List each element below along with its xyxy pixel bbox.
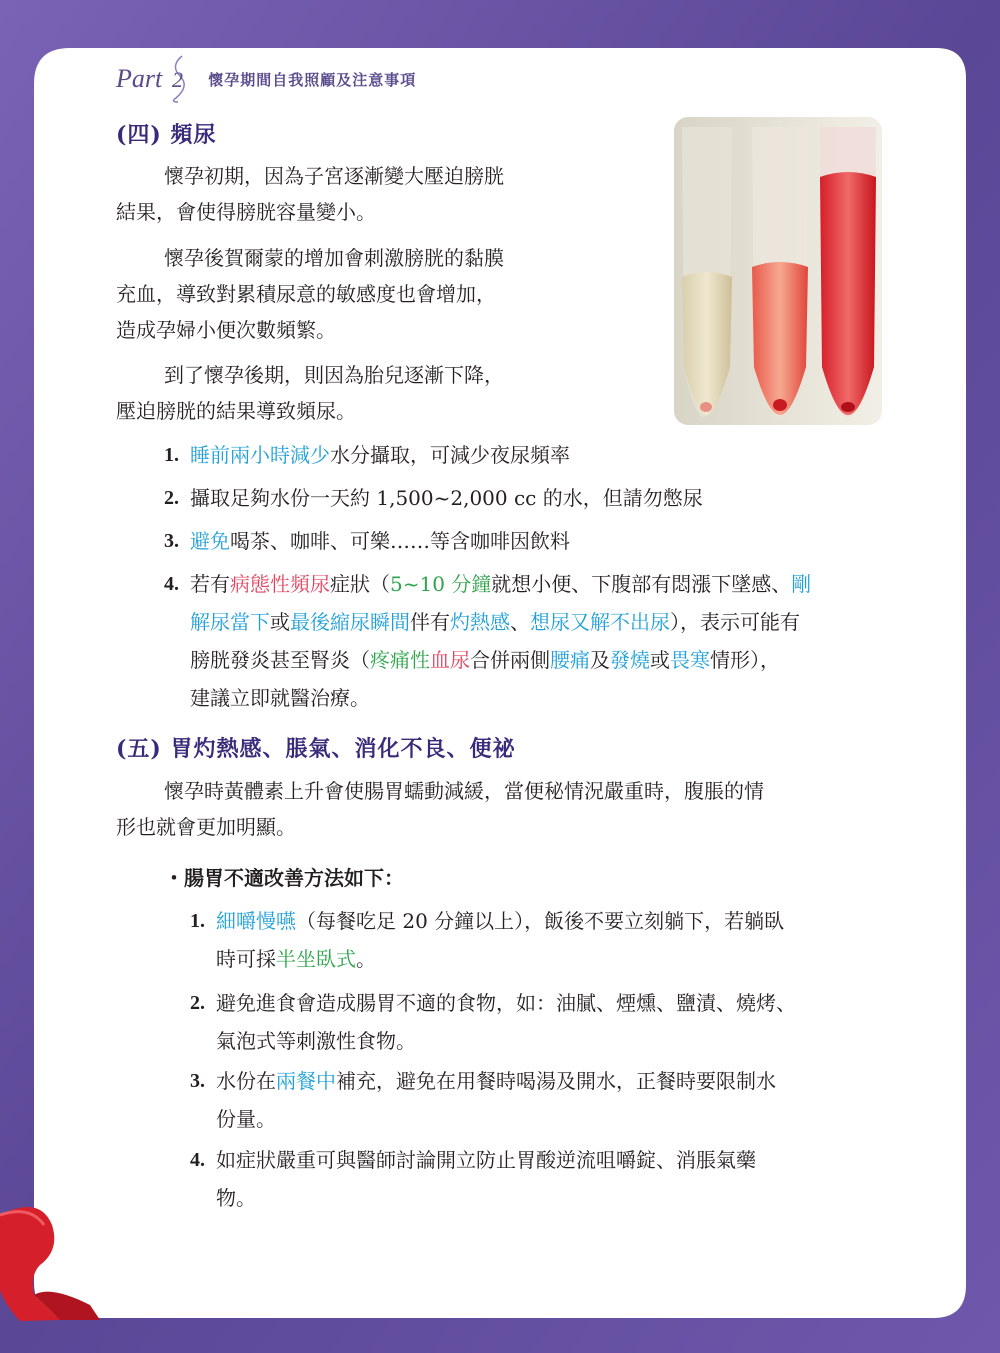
paragraph-line: 到了懷孕後期，則因為胎兒逐漸下降， xyxy=(164,363,504,387)
ribbon-decoration xyxy=(0,1195,130,1325)
list-item: 1. 細嚼慢嚥（每餐吃足 20 分鐘以上），飯後不要立刻躺下，若躺臥 時可採半坐臥式。 xyxy=(190,902,890,978)
running-header xyxy=(116,54,416,104)
list-item: 1. 睡前兩小時減少水分攝取，可減少夜尿頻率 xyxy=(164,436,570,474)
paragraph-line: 懷孕時黃體素上升會使腸胃蠕動減緩，當便秘情況嚴重時，腹脹的情 xyxy=(164,779,764,803)
part-label: Part xyxy=(116,64,163,93)
list-item: 2. 攝取足夠水份一天約 1,500~2,000 cc 的水，但請勿憋尿 xyxy=(164,479,703,517)
list-item: 2. 避免進食會造成腸胃不適的食物，如：油膩、煙燻、鹽漬、燒烤、 氣泡式等刺激性食物。 xyxy=(190,984,890,1060)
paragraph-line: 懷孕後賀爾蒙的增加會刺激膀胱的黏膜 xyxy=(164,246,504,270)
list-item: 3. 水份在兩餐中補充，避免在用餐時喝湯及開水，正餐時要限制水 份量。 xyxy=(190,1062,890,1138)
section-title-digestive: (五) 胃灼熱感、脹氣、消化不良、便祕 xyxy=(116,736,516,762)
list-item: 4. 若有病態性頻尿症狀（5~10 分鐘就想小便、下腹部有悶漲下墜感、剛 解尿當下或最後縮尿瞬間伴有灼熱感、想尿又解不出尿），表示可能有 膀胱發炎甚至腎炎（疼痛性血尿合併兩側腰痛及發燒或畏寒情形）， 建議立即就醫治療。 xyxy=(164,565,888,717)
paragraph-line: 造成孕婦小便次數頻繁。 xyxy=(116,318,336,342)
item-number: 1. xyxy=(164,444,179,466)
page-number: 66 xyxy=(42,1272,58,1289)
item-number: 3. xyxy=(190,1070,205,1092)
list-item: 3. 避免喝茶、咖啡、可樂……等含咖啡因飲料 xyxy=(164,522,570,560)
paragraph-line: 壓迫膀胱的結果導致頻尿。 xyxy=(116,399,356,423)
paragraph-line: 懷孕初期，因為子宮逐漸變大壓迫膀胱 xyxy=(164,164,504,188)
item-number: 4. xyxy=(164,573,179,595)
item-number: 3. xyxy=(164,530,179,552)
item-number: 1. xyxy=(190,910,205,932)
list-item: 4. 如症狀嚴重可與醫師討論開立防止胃酸逆流咀嚼錠、消脹氣藥 物。 xyxy=(190,1141,890,1217)
swirl-ornament xyxy=(164,54,194,104)
item-number: 4. xyxy=(190,1149,205,1171)
urine-tubes-photo xyxy=(674,117,882,425)
subheading-improvement-methods: ・腸胃不適改善方法如下： xyxy=(164,866,404,890)
item-number: 2. xyxy=(164,487,179,509)
part-number: 2 xyxy=(172,67,184,92)
paragraph-line: 形也就會更加明顯。 xyxy=(116,815,296,839)
paragraph-line: 充血，導致對累積尿意的敏感度也會增加， xyxy=(116,282,496,306)
section-title-frequent-urination: (四) 頻尿 xyxy=(116,122,217,148)
item-number: 2. xyxy=(190,992,205,1014)
header-title: 懷孕期間自我照顧及注意事項 xyxy=(208,70,417,89)
paragraph-line: 結果，會使得膀胱容量變小。 xyxy=(116,200,376,224)
